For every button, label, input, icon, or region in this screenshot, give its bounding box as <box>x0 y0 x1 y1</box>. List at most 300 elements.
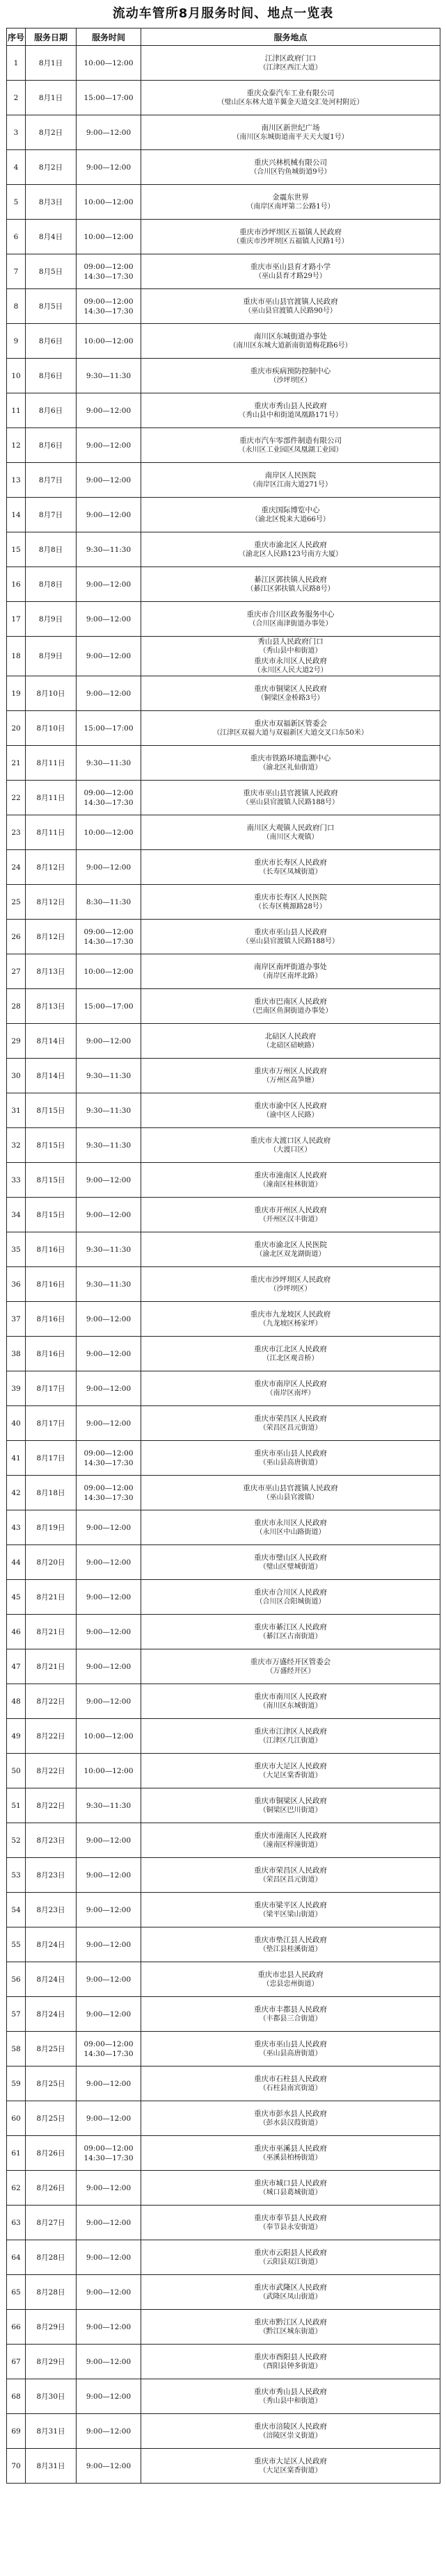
time-range: 9:30—11:30 <box>86 1801 132 1810</box>
cell-date: 8月6日 <box>26 428 77 463</box>
cell-place <box>141 463 440 498</box>
cell-place <box>141 1163 440 1198</box>
cell-date: 8月6日 <box>26 324 77 359</box>
cell-date: 8月2日 <box>26 150 77 185</box>
cell-date: 8月23日 <box>26 1893 77 1927</box>
place-name: 重庆市云阳县人民政府 <box>254 2248 327 2257</box>
cell-date: 8月13日 <box>26 954 77 989</box>
cell-date: 8月11日 <box>26 815 77 850</box>
cell-place <box>141 1997 440 2032</box>
place-address: （江津区西江大道） <box>259 63 322 72</box>
cell-time <box>77 989 141 1024</box>
cell-place <box>141 498 440 532</box>
table-row <box>7 498 440 532</box>
cell-date: 8月22日 <box>26 1754 77 1788</box>
cell-date: 8月15日 <box>26 1198 77 1232</box>
place-name: 秀山县人民政府门口 <box>257 637 324 646</box>
cell-place <box>141 2206 440 2240</box>
place-name: 重庆市巫山县官渡镇人民政府 <box>243 1483 338 1492</box>
cell-time <box>77 1893 141 1927</box>
time-range: 10:00—12:00 <box>83 336 134 345</box>
cell-place <box>141 885 440 920</box>
table-row <box>7 711 440 746</box>
cell-date: 8月8日 <box>26 532 77 567</box>
cell-seq: 12 <box>7 428 26 463</box>
table-row <box>7 1684 440 1719</box>
place-address: （合川区合阳城街道） <box>255 1597 326 1606</box>
table-row <box>7 1267 440 1302</box>
cell-seq: 43 <box>7 1510 26 1545</box>
cell-seq: 10 <box>7 359 26 393</box>
table-row <box>7 2206 440 2240</box>
place-address: （重庆市沙坪坝区五福镇人民路1号） <box>232 237 349 245</box>
place-name: 重庆众泰汽车工业有限公司 <box>246 88 335 97</box>
table-row <box>7 1754 440 1788</box>
cell-date: 8月18日 <box>26 1476 77 1510</box>
time-range: 9:00—12:00 <box>86 441 132 450</box>
cell-seq: 9 <box>7 324 26 359</box>
place-address: （綦江区郭扶镇人民路8号） <box>246 585 335 593</box>
cell-date: 8月16日 <box>26 1267 77 1302</box>
cell-place <box>141 1615 440 1649</box>
place-address: （南岸区南坪） <box>266 1389 315 1397</box>
table-row <box>7 850 440 885</box>
table-row <box>7 1649 440 1684</box>
cell-time <box>77 150 141 185</box>
place-address: （大渡口区） <box>269 1146 312 1154</box>
place-address: （巫山县官渡镇人民路188号） <box>241 937 340 945</box>
cell-place <box>141 1406 440 1441</box>
cell-seq: 66 <box>7 2310 26 2345</box>
place-name: 重庆市南川区人民政府 <box>254 1692 327 1701</box>
table-row <box>7 532 440 567</box>
cell-time <box>77 567 141 602</box>
cell-seq: 47 <box>7 1649 26 1684</box>
cell-place <box>141 1684 440 1719</box>
cell-place <box>141 954 440 989</box>
place-name: 重庆市彭水县人民政府 <box>254 2109 327 2118</box>
place-name: 南岸区人民医院 <box>264 471 317 480</box>
cell-date: 8月14日 <box>26 1024 77 1059</box>
place-address: （南岸区南坪北路） <box>259 972 322 980</box>
cell-time <box>77 1406 141 1441</box>
place-name: 重庆市涪陵区人民政府 <box>254 2422 327 2431</box>
cell-place <box>141 254 440 289</box>
place-address: （荣昌区昌元街道） <box>259 1875 322 1884</box>
time-range: 10:00—12:00 <box>83 1731 134 1741</box>
cell-date: 8月10日 <box>26 711 77 746</box>
place-address: （秀山县中和街道凤凰路171号） <box>238 411 343 419</box>
cell-seq: 41 <box>7 1441 26 1476</box>
header-row <box>7 28 440 46</box>
place-address: （渝北区礼仙街道） <box>259 763 322 772</box>
cell-date: 8月31日 <box>26 2449 77 2484</box>
cell-seq: 8 <box>7 289 26 324</box>
time-range: 9:00—12:00 <box>86 1836 132 1845</box>
cell-date: 8月9日 <box>26 637 77 676</box>
header-place: 服务地点 <box>141 28 440 46</box>
place-address: （北碚区碚峡路） <box>262 1041 319 1050</box>
table-row <box>7 1128 440 1163</box>
cell-time <box>77 1997 141 2032</box>
cell-time <box>77 2345 141 2379</box>
cell-seq: 59 <box>7 2066 26 2101</box>
cell-date: 8月1日 <box>26 46 77 81</box>
time-range: 9:00—12:00 <box>86 1175 132 1184</box>
table-row <box>7 2240 440 2275</box>
place-address: （江津区双福大道与双福新区大道交叉口东50米） <box>213 728 368 737</box>
cell-seq: 18 <box>7 637 26 676</box>
cell-place <box>141 1093 440 1128</box>
cell-place <box>141 1476 440 1510</box>
place-name: 重庆市酉阳县人民政府 <box>254 2352 327 2361</box>
cell-time <box>77 2171 141 2206</box>
cell-place <box>141 1302 440 1337</box>
table-row <box>7 1163 440 1198</box>
cell-time <box>77 498 141 532</box>
cell-time <box>77 185 141 220</box>
time-range: 9:00—12:00 <box>86 1419 132 1428</box>
cell-time <box>77 1441 141 1476</box>
cell-time <box>77 532 141 567</box>
cell-place <box>141 1510 440 1545</box>
cell-date: 8月17日 <box>26 1371 77 1406</box>
place-name: 重庆市长寿区人民医院 <box>254 892 327 902</box>
cell-seq: 19 <box>7 676 26 711</box>
table-row <box>7 1823 440 1858</box>
place-name: 重庆市石柱县人民政府 <box>254 2074 327 2083</box>
place-address: （巫山县高唐街道） <box>259 2049 322 2057</box>
place-address: （巫山县高唐街道） <box>259 1458 322 1467</box>
cell-place <box>141 1893 440 1927</box>
table-row <box>7 2032 440 2066</box>
cell-time <box>77 81 141 115</box>
table-row <box>7 920 440 954</box>
table-row <box>7 1927 440 1962</box>
cell-seq: 58 <box>7 2032 26 2066</box>
cell-time <box>77 1719 141 1754</box>
place-address: （忠县忠州街道） <box>262 1980 319 1988</box>
cell-time <box>77 1962 141 1997</box>
cell-date: 8月12日 <box>26 920 77 954</box>
table-row <box>7 359 440 393</box>
place-name: 重庆市铜梁区人民政府 <box>254 684 327 693</box>
place-address: （秀山县中和街道） <box>259 647 322 655</box>
table-row <box>7 1441 440 1476</box>
place-name: 重庆市城口县人民政府 <box>254 2178 327 2187</box>
cell-date: 8月15日 <box>26 1128 77 1163</box>
cell-place <box>141 2136 440 2171</box>
cell-time <box>77 815 141 850</box>
table-row <box>7 1476 440 1510</box>
cell-seq: 26 <box>7 920 26 954</box>
time-range: 9:00—12:00 <box>86 2253 132 2262</box>
cell-time <box>77 324 141 359</box>
cell-place <box>141 637 440 676</box>
place-address: （永川区工业园区凤凰湖工业园） <box>238 446 343 454</box>
cell-seq: 46 <box>7 1615 26 1649</box>
time-range: 9:00—12:00 <box>86 2357 132 2366</box>
cell-date: 8月2日 <box>26 115 77 150</box>
place-address: （梁平区梁山街道） <box>259 1910 322 1918</box>
place-name: 重庆市綦江区人民政府 <box>254 1622 327 1631</box>
cell-place <box>141 989 440 1024</box>
cell-seq: 50 <box>7 1754 26 1788</box>
table-row <box>7 2136 440 2171</box>
cell-place <box>141 2101 440 2136</box>
cell-place <box>141 2066 440 2101</box>
cell-time <box>77 463 141 498</box>
cell-date: 8月4日 <box>26 220 77 254</box>
place-address: （璧山区璧城街道） <box>259 1563 322 1571</box>
time-range: 14:30—17:30 <box>83 1493 134 1502</box>
time-range: 10:00—12:00 <box>83 828 134 837</box>
table-row <box>7 885 440 920</box>
time-range: 9:00—12:00 <box>86 1314 132 1323</box>
cell-seq: 5 <box>7 185 26 220</box>
cell-seq: 52 <box>7 1823 26 1858</box>
table-row <box>7 2379 440 2414</box>
place-name: 重庆市铜梁区人民政府 <box>254 1796 327 1805</box>
cell-date: 8月17日 <box>26 1441 77 1476</box>
cell-date: 8月21日 <box>26 1580 77 1615</box>
cell-place <box>141 1788 440 1823</box>
table-row <box>7 2101 440 2136</box>
place-name: 重庆市荣昌区人民政府 <box>254 1414 327 1423</box>
place-address: （渝北区双龙湖街道） <box>255 1250 326 1258</box>
cell-time <box>77 2449 141 2484</box>
cell-place <box>141 1927 440 1962</box>
time-range: 09:00—12:00 <box>83 788 134 797</box>
time-range: 9:00—12:00 <box>86 863 132 872</box>
table-row <box>7 2171 440 2206</box>
time-range: 09:00—12:00 <box>83 1483 134 1492</box>
place-name: 重庆市武隆区人民政府 <box>254 2283 327 2292</box>
cell-time <box>77 115 141 150</box>
table-row <box>7 2345 440 2379</box>
place-name: 重庆市沙坪坝区人民政府 <box>250 1275 331 1284</box>
place-name: 重庆市开州区人民政府 <box>254 1205 327 1214</box>
cell-seq: 67 <box>7 2345 26 2379</box>
cell-date: 8月8日 <box>26 567 77 602</box>
cell-date: 8月28日 <box>26 2240 77 2275</box>
cell-seq: 32 <box>7 1128 26 1163</box>
cell-time <box>77 2136 141 2171</box>
cell-seq: 6 <box>7 220 26 254</box>
cell-date: 8月16日 <box>26 1232 77 1267</box>
cell-place <box>141 1580 440 1615</box>
cell-seq: 28 <box>7 989 26 1024</box>
place-name: 重庆市永川区人民政府 <box>254 1518 327 1527</box>
cell-date: 8月31日 <box>26 2414 77 2449</box>
time-range: 14:30—17:30 <box>83 2049 134 2058</box>
place-address: （武隆区凤山街道） <box>259 2292 322 2301</box>
cell-time <box>77 637 141 676</box>
table-row <box>7 2414 440 2449</box>
place-name: 重庆市梁平区人民政府 <box>254 1900 327 1909</box>
table-row <box>7 463 440 498</box>
cell-time <box>77 1059 141 1093</box>
table-row <box>7 746 440 781</box>
place-name: 南川区新世纪广场 <box>261 123 320 132</box>
cell-date: 8月10日 <box>26 676 77 711</box>
cell-time <box>77 46 141 81</box>
table-row <box>7 1997 440 2032</box>
cell-seq: 55 <box>7 1927 26 1962</box>
cell-seq: 54 <box>7 1893 26 1927</box>
time-range: 14:30—17:30 <box>83 307 134 316</box>
cell-time <box>77 1649 141 1684</box>
cell-time <box>77 2379 141 2414</box>
place-name: 重庆市大渡口区人民政府 <box>250 1136 331 1145</box>
header-date: 服务日期 <box>26 28 77 46</box>
cell-time <box>77 359 141 393</box>
place-name: 南岸区南坪街道办事处 <box>254 962 327 971</box>
cell-place <box>141 711 440 746</box>
place-address: （永川区人民大道2号） <box>253 667 328 674</box>
cell-seq: 69 <box>7 2414 26 2449</box>
time-range: 9:00—12:00 <box>86 2079 132 2088</box>
cell-date: 8月12日 <box>26 850 77 885</box>
cell-date: 8月13日 <box>26 989 77 1024</box>
cell-date: 8月14日 <box>26 1059 77 1093</box>
time-range: 10:00—12:00 <box>83 58 134 67</box>
place-address: （酉阳县钟多街道） <box>259 2362 322 2370</box>
place-name: 重庆市铁路环境监测中心 <box>250 753 331 763</box>
cell-place <box>141 815 440 850</box>
time-range: 09:00—12:00 <box>83 297 134 306</box>
cell-place <box>141 920 440 954</box>
place-name: 重庆市永川区人民政府 <box>254 657 327 665</box>
place-address: （巴南区鱼洞街道办事处） <box>248 1006 333 1015</box>
place-name: 金震东世界 <box>272 193 309 202</box>
cell-seq: 29 <box>7 1024 26 1059</box>
cell-seq: 16 <box>7 567 26 602</box>
place-name: 重庆市奉节县人民政府 <box>254 2213 327 2222</box>
time-range: 9:00—12:00 <box>86 580 132 589</box>
time-range: 9:30—11:30 <box>86 1141 132 1150</box>
cell-date: 8月21日 <box>26 1615 77 1649</box>
cell-place <box>141 2032 440 2066</box>
time-range: 9:00—12:00 <box>86 2183 132 2192</box>
cell-time <box>77 1545 141 1580</box>
place-name: 重庆市渝北区人民医院 <box>254 1240 327 1249</box>
place-address: （垫江县桂溪街道） <box>259 1945 322 1953</box>
cell-place <box>141 567 440 602</box>
cell-date: 8月6日 <box>26 393 77 428</box>
cell-place <box>141 1754 440 1788</box>
time-range: 9:00—12:00 <box>86 2427 132 2436</box>
place-address: （丰都县三合街道） <box>259 2014 322 2023</box>
cell-time <box>77 1615 141 1649</box>
cell-place <box>141 1441 440 1476</box>
cell-date: 8月25日 <box>26 2032 77 2066</box>
table-row <box>7 1962 440 1997</box>
time-range: 09:00—12:00 <box>83 2144 134 2153</box>
time-range: 9:30—11:30 <box>86 1071 132 1080</box>
place-name: 重庆市江津区人民政府 <box>254 1727 327 1736</box>
cell-seq: 14 <box>7 498 26 532</box>
cell-seq: 38 <box>7 1337 26 1371</box>
place-address: （彭水县汉葭街道） <box>259 2119 322 2127</box>
cell-seq: 24 <box>7 850 26 885</box>
cell-date: 8月24日 <box>26 1927 77 1962</box>
cell-time <box>77 954 141 989</box>
cell-time <box>77 393 141 428</box>
cell-date: 8月26日 <box>26 2171 77 2206</box>
cell-place <box>141 324 440 359</box>
cell-place <box>141 2275 440 2310</box>
cell-seq: 49 <box>7 1719 26 1754</box>
cell-seq: 45 <box>7 1580 26 1615</box>
time-range: 09:00—12:00 <box>83 1449 134 1458</box>
cell-seq: 42 <box>7 1476 26 1510</box>
cell-seq: 37 <box>7 1302 26 1337</box>
place-address: （秀山县中和街道） <box>259 2397 322 2405</box>
cell-date: 8月23日 <box>26 1823 77 1858</box>
table-row <box>7 150 440 185</box>
time-range: 9:00—12:00 <box>86 510 132 519</box>
time-range: 14:30—17:30 <box>83 937 134 946</box>
cell-seq: 15 <box>7 532 26 567</box>
time-range: 10:00—12:00 <box>83 232 134 241</box>
cell-place <box>141 2171 440 2206</box>
cell-time <box>77 428 141 463</box>
place-name: 重庆市江北区人民政府 <box>254 1344 327 1353</box>
time-range: 14:30—17:30 <box>83 798 134 807</box>
place-address: （江津区几江街道） <box>259 1736 322 1745</box>
table-row <box>7 781 440 815</box>
cell-place <box>141 393 440 428</box>
cell-date: 8月21日 <box>26 1649 77 1684</box>
cell-place <box>141 1371 440 1406</box>
cell-date: 8月28日 <box>26 2275 77 2310</box>
cell-time <box>77 1510 141 1545</box>
cell-place <box>141 2414 440 2449</box>
place-address: （荣昌区昌元街道） <box>259 1424 322 1432</box>
cell-time <box>77 2275 141 2310</box>
cell-place <box>141 1337 440 1371</box>
cell-date: 8月16日 <box>26 1337 77 1371</box>
place-address: （渝北区悦来大道66号） <box>251 515 330 523</box>
place-address: （涪陵区崇义街道） <box>259 2431 322 2440</box>
place-address: （巫山县育才路29号） <box>255 272 326 280</box>
cell-time <box>77 2240 141 2275</box>
cell-seq: 13 <box>7 463 26 498</box>
cell-seq: 27 <box>7 954 26 989</box>
table-row <box>7 393 440 428</box>
place-name: 重庆市巫山县人民政府 <box>254 927 327 936</box>
cell-place <box>141 185 440 220</box>
cell-date: 8月15日 <box>26 1163 77 1198</box>
table-row <box>7 289 440 324</box>
place-address: （南川区大观镇） <box>262 833 319 841</box>
cell-place <box>141 1198 440 1232</box>
time-range: 9:00—12:00 <box>86 163 132 172</box>
time-range: 9:00—12:00 <box>86 2114 132 2123</box>
table-row <box>7 428 440 463</box>
cell-time <box>77 1198 141 1232</box>
time-range: 9:00—12:00 <box>86 1975 132 1984</box>
table-row <box>7 637 440 676</box>
table-row <box>7 815 440 850</box>
place-name: 重庆市秀山县人民政府 <box>254 2387 327 2396</box>
place-name: 重庆市沙坪坝区五福镇人民政府 <box>239 227 342 236</box>
time-range: 9:00—12:00 <box>86 1558 132 1567</box>
table-row <box>7 81 440 115</box>
time-range: 14:30—17:30 <box>83 272 134 281</box>
cell-place <box>141 602 440 637</box>
